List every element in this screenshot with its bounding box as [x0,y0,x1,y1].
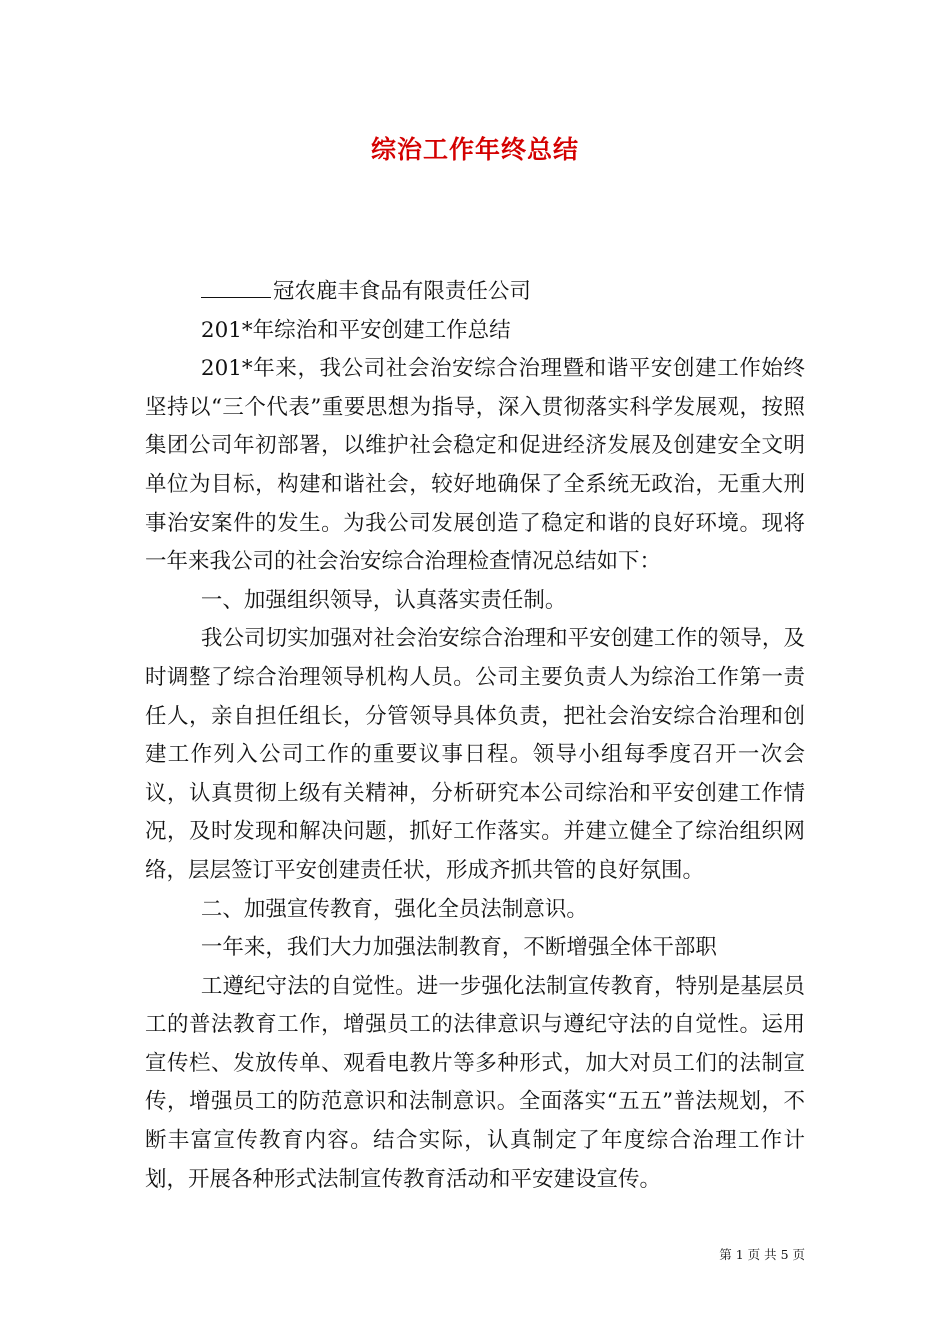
paragraph: 201*年来，我公司社会治安综合治理暨和谐平安创建工作始终坚持以“三个代表”重要思想为指导，深入贯彻落实科学发展观，按照集团公司年初部署，以维护社会稳定和促进经济发展及创建安全文明单位为目标，构建和谐社会，较好地确保了全系统无政治，无重大刑事治安案件的发生。为我公司发展创造了稳定和谐的良好环境。现将一年来我公司的社会治安综合治理检查情况总结如下： [145,356,805,575]
subtitle: 201*年综治和平安创建工作总结 [200,317,511,343]
page-indicator: 第 1 页 共 5 页 [719,1247,805,1262]
document-body [145,273,805,1199]
fill-in-blank [201,275,271,298]
company-name: 冠农鹿丰食品有限责任公司 [272,279,531,304]
document-title: 综治工作年终总结 [370,135,579,164]
paragraph: 一年来，我们大力加强法制教育，不断增强全体干部职 [200,935,717,961]
paragraph: 我公司切实加强对社会治安综合治理和平安创建工作的领导，及时调整了综合治理领导机构人员。公司主要负责人为综治工作第一责任人，亲自担任组长，分管领导具体负责，把社会治安综合治理和创建工作列入公司工作的重要议事日程。领导小组每季度召开一次会议，认真贯彻上级有关精神，分析研究本公司综治和平安创建工作情况，及时发现和解决问题，抓好工作落实。并建立健全了综治组织网络，层层签订平安创建责任状，形成齐抓共管的良好氛围。 [145,626,805,883]
paragraph: 工遵纪守法的自觉性。进一步强化法制宣传教育，特别是基层员工的普法教育工作，增强员工的法律意识与遵纪守法的自觉性。运用宣传栏、发放传单、观看电教片等多种形式，加大对员工们的法制宣传，增强员工的防范意识和法制意识。全面落实“五五”普法规划，不断丰富宣传教育内容。结合实际，认真制定了年度综合治理工作计划，开展各种形式法制宣传教育活动和平安建设宣传。 [145,973,805,1192]
section-heading: 二、加强宣传教育，强化全员法制意识。 [200,896,588,922]
section-heading: 一、加强组织领导，认真落实责任制。 [200,587,567,613]
company-line [145,273,805,312]
